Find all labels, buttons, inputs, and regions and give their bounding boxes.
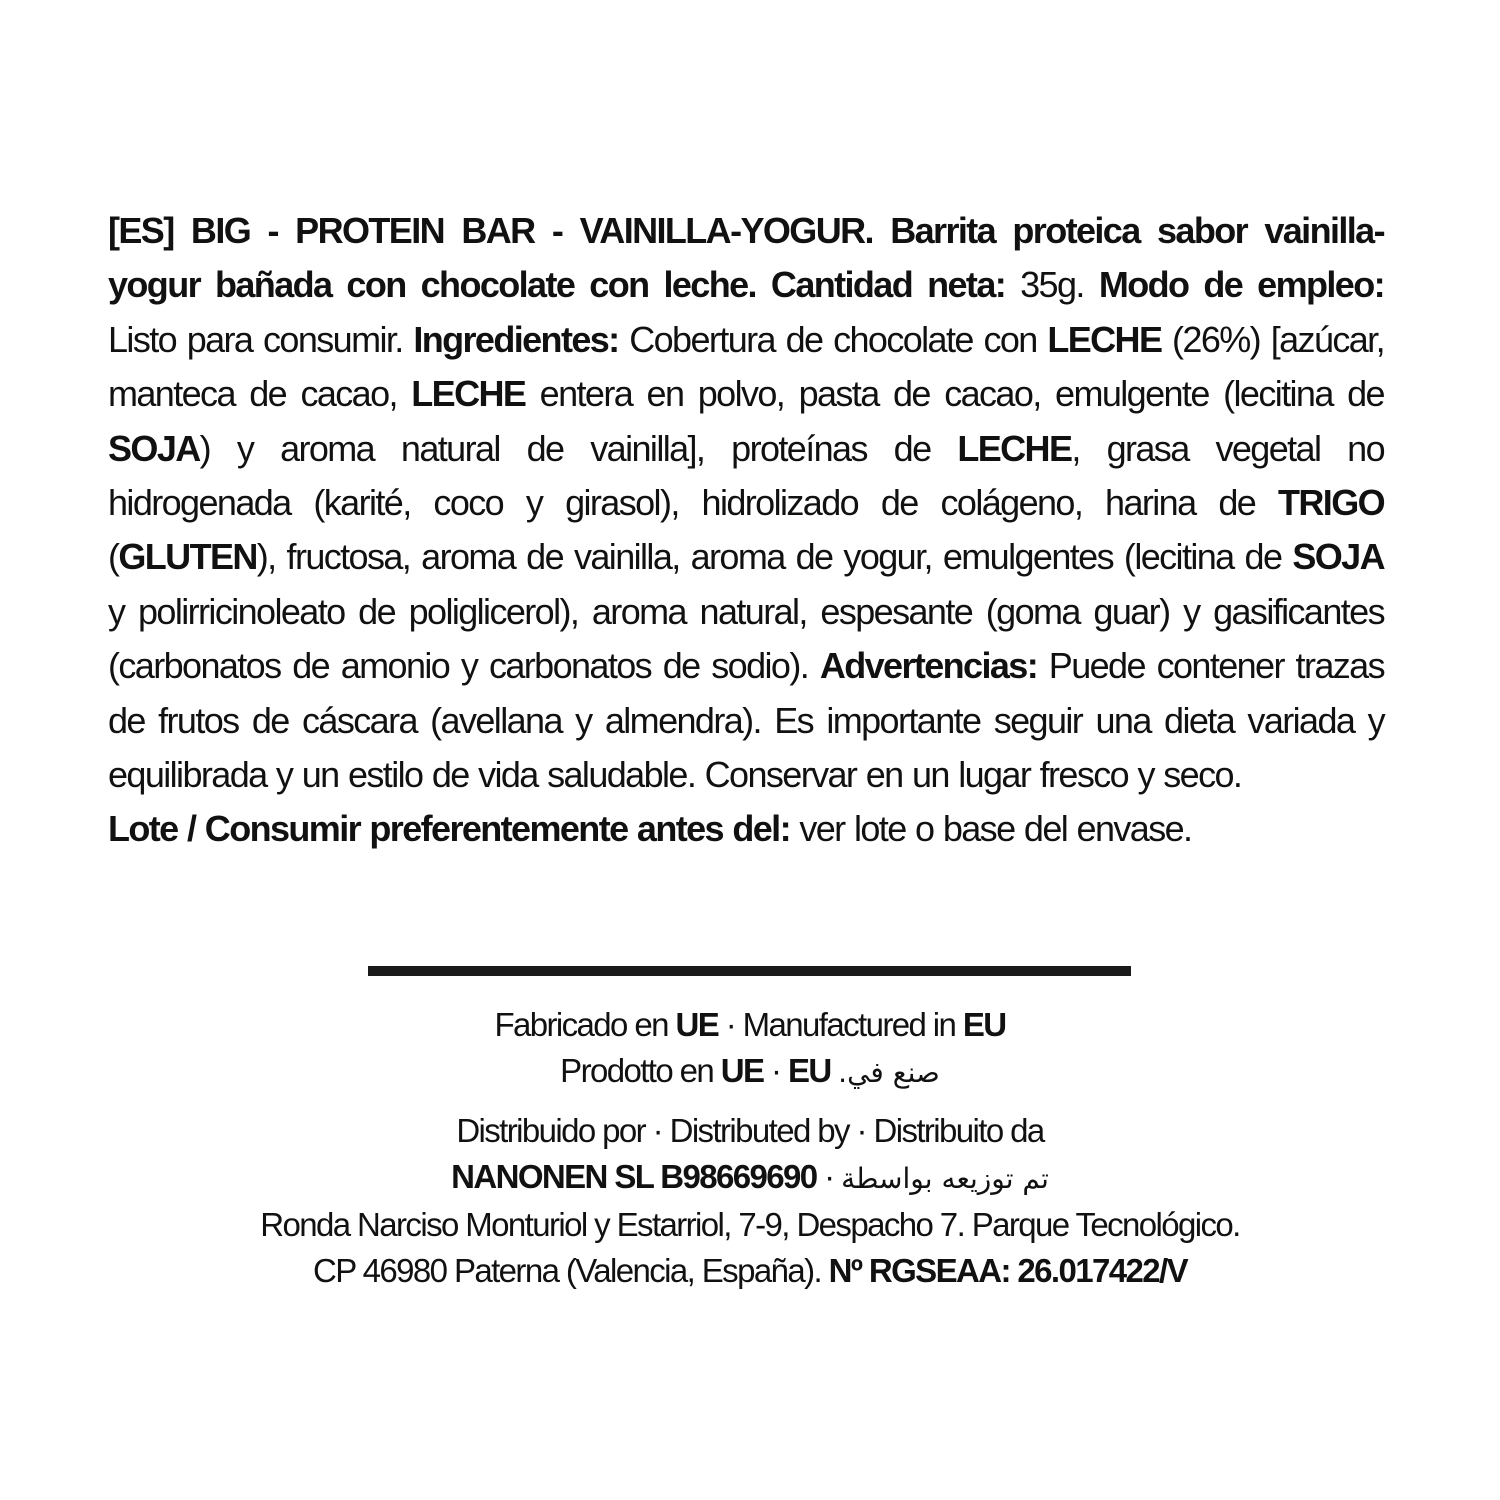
manufacturer-info [150,1002,1350,1294]
company-separator: · [816,1158,842,1195]
made-in-line [150,1002,1350,1048]
made-in-text: Prodotto en [560,1052,721,1089]
ingredients-text: (26%) [azúcar, manteca de cacao, [108,318,1384,415]
distributed-arabic: تم توزيعه بواسطة [841,1162,1049,1195]
ingredients-text: ), fructosa, aroma de vainilla, aroma de yogur, emulgentes (lecitina de [256,536,1293,578]
ingredients-text: ( [108,536,119,578]
made-in-arabic: صنع في. [838,1056,940,1089]
made-in-text: · Manufactured in [718,1006,963,1043]
warnings-text: Puede contener trazas de frutos de cáscara (avellana y almendra). Es importante seguir una dieta variada y equilibrada y un estilo de vida saludable. Conservar en un lugar fresco y seco. [108,645,1384,796]
made-in-line-2 [150,1048,1350,1096]
ingredients-text: , grasa vegetal no hidrogenada (karité, coco y girasol), hidrolizado de colágeno, harina de [108,427,1384,524]
rgseaa-number: Nº RGSEAA: 26.017422/V [828,1252,1187,1289]
product-title: [ES] BIG - PROTEIN BAR - VAINILLA-YOGUR. Barrita proteica sabor vainilla-yogur bañada con chocolate con leche. Cantidad neta: [108,210,1384,306]
allergen-soja: SOJA [1292,536,1384,578]
allergen-trigo: TRIGO [1278,482,1384,524]
ingredients-text: Cobertura de chocolate con [618,318,1048,360]
ingredients-text: entera en polvo, pasta de cacao, emulgente (lecitina de [525,373,1384,415]
allergen-leche: LECHE [1047,318,1162,360]
usage-text: Listo para consumir. [108,318,414,360]
ingredients-text: ) y aroma natural de vainilla], proteínas de [199,427,958,469]
made-in-eu: EU [787,1052,831,1089]
ingredients-heading: Ingredientes: [413,318,619,360]
usage-heading: Modo de empleo: [1098,264,1384,306]
address-line-2 [150,1248,1350,1294]
lot-heading: Lote / Consumir preferentemente antes del: [108,808,790,850]
net-quantity: 35g. [1005,264,1099,306]
lot-text: ver lote o base del envase. [789,808,1192,850]
allergen-leche: LECHE [411,373,526,415]
warnings-heading: Advertencias: [819,645,1038,687]
made-in-text: · [763,1052,788,1089]
made-in-eu: EU [962,1006,1006,1043]
ingredients-text: y polirricinoleato de poliglicerol), aroma natural, espesante (goma guar) y gasificantes (carbonatos de amonio y carbonatos de sodio). [108,590,1384,687]
address-line-1: Ronda Narciso Monturiol y Estarriol, 7-9, Despacho 7. Parque Tecnológico. [260,1206,1240,1243]
allergen-gluten: GLUTEN [118,536,257,578]
divider [368,966,1131,976]
distributed-by-line: Distribuido por · Distributed by · Distribuito da [456,1112,1044,1149]
allergen-leche: LECHE [957,427,1072,469]
made-in-ue: UE [720,1052,764,1089]
made-in-ue: UE [675,1006,719,1043]
label-main-text [108,204,1384,802]
address-text: CP 46980 Paterna (Valencia, España). [313,1252,829,1289]
company-line [150,1154,1350,1202]
company-name: NANONEN SL B98669690 [451,1158,817,1195]
lot-line [108,802,1384,856]
ingredients-label [108,204,1384,857]
made-in-text: Fabricado en [494,1006,676,1043]
allergen-soja: SOJA [108,427,200,469]
